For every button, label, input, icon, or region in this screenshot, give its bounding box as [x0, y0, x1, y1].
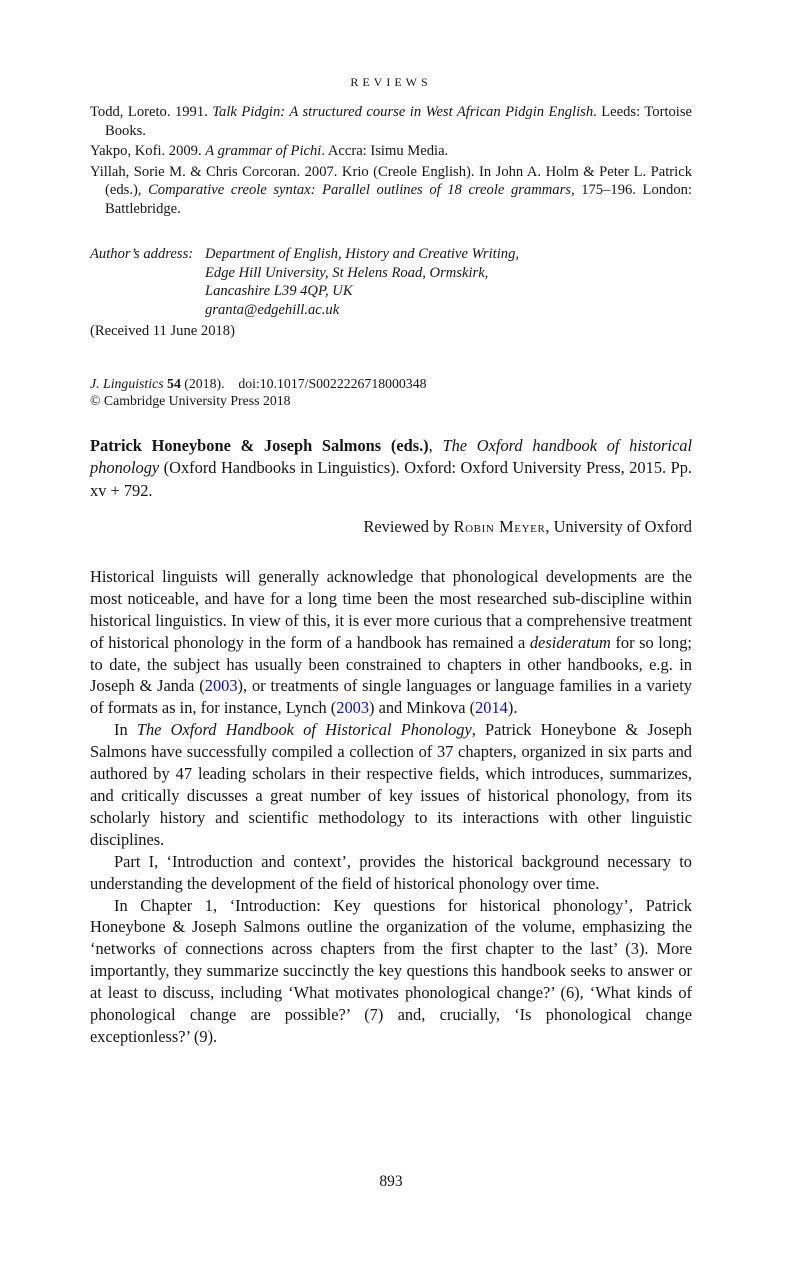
text-run: for so long; to date, the subject has usually been constrained to chapters in other handbooks, e.g. in Joseph & Janda ( [90, 632, 692, 696]
citation-link[interactable]: 2014 [475, 698, 508, 718]
text-run: Reviewed by [363, 516, 454, 536]
running-header: REVIEWS [350, 75, 432, 89]
copyright-line: © Cambridge University Press 2018 [90, 393, 291, 409]
imprint-block [90, 375, 692, 410]
reference-entry [90, 142, 692, 161]
text-run: Historical linguists will generally acknowledge that phonological developments are the most noticeable, and have for a long time been the most researched sub-discipline within historical linguistics. In view of this, it is ever more curious that a comprehensive treatment of historical phonology in the form of a handbook has remained a [90, 566, 692, 652]
review-heading [90, 435, 692, 502]
address-line: Edge Hill University, St Helens Road, Ormskirk, [205, 264, 489, 281]
text-run: In Chapter 1, ‘Introduction: Key questions for historical phonology’, Patrick Honeybone & Joseph Salmons outline the organization of the volume, emphasizing the ‘networks of connections across chapters from the first chapter to the last’ (3). More importantly, they summarize succinctly the key questions this handbook seeks to answer or at least to discuss, including ‘What motivates phonological change?’ (6), ‘What kinds of phonological change are possible?’ (7) and, crucially, ‘Is phonological change exceptionless?’ (9). [90, 895, 692, 1046]
text-run: Part I, ‘Introduction and context’, provides the historical background necessary to understanding the development of the field of historical phonology over time. [90, 851, 692, 893]
address-line: Department of English, History and Creative Writing, [205, 246, 520, 262]
review-byline [90, 516, 692, 538]
text-run: desideratum [529, 632, 611, 652]
authors-address-block [90, 245, 692, 319]
text-run: A grammar of Pichi [205, 143, 322, 159]
text-run: , University of Oxford [545, 516, 692, 536]
journal-page [0, 74, 802, 1276]
text-run: J. Linguistics [90, 375, 164, 391]
citation-link[interactable]: 2003 [336, 698, 370, 718]
review-paragraph [90, 566, 692, 719]
review-body [90, 566, 692, 1048]
text-run: . Leeds: Tortoise Books. [105, 104, 693, 139]
text-run: . Accra: Isimu Media. [321, 143, 449, 159]
page-number: 893 [379, 1173, 403, 1190]
text-run: Patrick Honeybone & Joseph Salmons (eds.) [90, 435, 429, 455]
review-paragraph [90, 851, 692, 895]
text-run: ) and Minkova ( [369, 698, 476, 718]
journal-citation [90, 375, 692, 393]
text-run: Yakpo, Kofi. 2009. [90, 143, 206, 159]
text-run: , [428, 435, 443, 455]
authors-address-label: Author’s address: [90, 246, 194, 262]
citation-link[interactable]: 2003 [204, 676, 238, 696]
text-run: , 175–196. London: Battlebridge. [105, 182, 692, 217]
reference-entry [90, 163, 692, 219]
text-run: The Oxford handbook of historical phonology [90, 435, 693, 478]
text-run: Robin Meyer [453, 516, 546, 536]
reference-entry [90, 103, 692, 140]
text-run: Yillah, Sorie M. & Chris Corcoran. 2007. Krio (Creole English). In John A. Holm & Peter L. Patrick (eds.), [90, 163, 692, 198]
received-date: (Received 11 June 2018) [90, 323, 235, 339]
text-run: , Patrick Honeybone & Joseph Salmons have successfully compiled a collection of 37 chapters, organized in six parts and authored by 47 leading scholars in their respective fields, which introduces, summarizes, and critically discusses a great number of key issues of historical phonology, from its scholarly history and scientific methodology to its interactions with other linguistic disciplines. [90, 720, 692, 849]
text-run: (2018). doi:10.1017/S0022226718000348 [180, 375, 427, 391]
authors-address-lines [205, 245, 519, 319]
text-run: Talk Pidgin: A structured course in West African Pidgin English [212, 104, 594, 120]
reference-list [90, 103, 692, 218]
text-run: ). [507, 698, 518, 718]
text-run: Comparative creole syntax: Parallel outlines of 18 creole grammars [148, 182, 571, 198]
author-email: granta@edgehill.ac.uk [205, 301, 340, 318]
text-run: The Oxford Handbook of Historical Phonology [136, 720, 472, 740]
review-paragraph [90, 895, 692, 1048]
address-line: Lancashire L39 4QP, UK [205, 283, 353, 299]
text-run: 54 [167, 375, 181, 391]
text-run: In [114, 720, 137, 740]
text-run: Todd, Loreto. 1991. [90, 104, 213, 120]
text-run: (Oxford Handbooks in Linguistics). Oxford: Oxford University Press, 2015. Pp. xv + 792. [90, 458, 692, 500]
review-paragraph [90, 719, 692, 850]
text-run: ), or treatments of single languages or language families in a variety of formats as in, for instance, Lynch ( [90, 676, 693, 718]
